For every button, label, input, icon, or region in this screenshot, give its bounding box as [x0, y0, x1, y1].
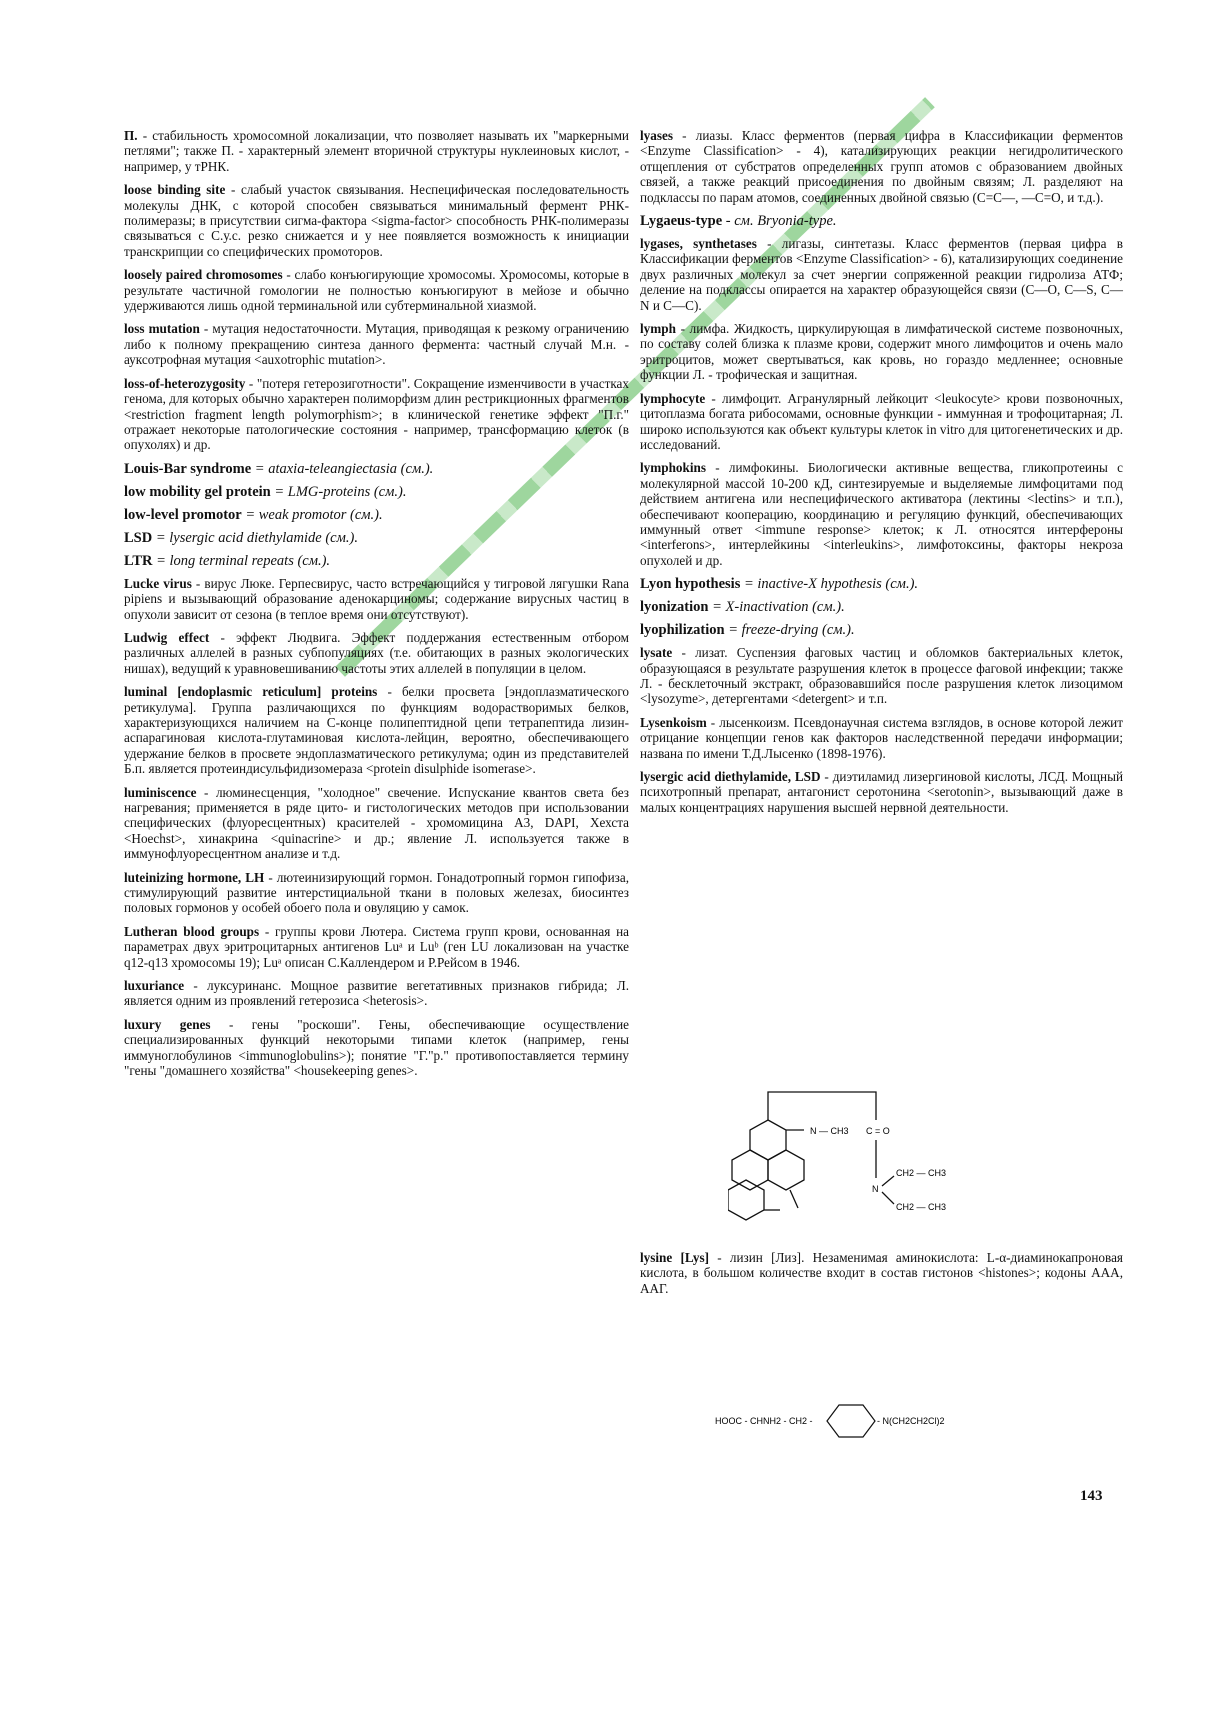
dictionary-entry — [124, 321, 629, 367]
dictionary-entry — [124, 630, 629, 676]
dictionary-entry — [124, 785, 629, 862]
entry-headword: lysate — [640, 645, 673, 661]
lsd-n-ch3: N — CH3 — [810, 1126, 849, 1136]
entry-definition: - диэтиламид лизергиновой кислоты, ЛСД. Мощный психотропный препарат, антагонист серотонина <serotonin>, вызывающий даже в малых концентрациях нарушения высшей нервной деятельности. — [640, 769, 1123, 815]
entry-headword: Lygaeus-type — [640, 213, 723, 230]
entry-headword: luminal [endoplasmic reticulum] proteins — [124, 684, 378, 700]
lysine-formula-right: - N(CH2CH2Cl)2 — [877, 1416, 945, 1426]
dictionary-entry — [640, 769, 1123, 815]
entry-headword: Ludwig effect — [124, 629, 210, 645]
dictionary-entry — [124, 267, 629, 313]
entry-headword: loss mutation — [124, 321, 200, 337]
entry-headword: lymphocyte — [640, 390, 706, 406]
entry-headword: LSD — [124, 529, 153, 546]
page-number: 143 — [1080, 1488, 1103, 1504]
entry-headword: lyophilization — [640, 622, 725, 639]
entry-headword: luteinizing hormone, LH — [124, 869, 265, 885]
entry-definition: - луксуринанс. Мощное развитие вегетативных признаков гибрида; Л. является одним из проявлений гетерозиса <heterosis>. — [124, 978, 629, 1009]
entry-headword: lyases — [640, 128, 673, 143]
entry-headword: luminiscence — [124, 784, 197, 800]
dictionary-entry — [640, 622, 1123, 639]
entry-headword: luxuriance — [124, 978, 185, 994]
dictionary-entry — [640, 645, 1123, 707]
dictionary-entry — [640, 391, 1123, 453]
lsd-structure-diagram — [728, 1078, 968, 1238]
entry-definition: - лютеинизирующий гормон. Гонадотропный гормон гипофиза, стимулирующий развитие интерстициальной ткани в половых железах, биосинтез половых гормонов у особей обоего пола и овуляцию у самок. — [124, 869, 630, 916]
dictionary-entry — [124, 924, 629, 970]
entry-definition: - "потеря гетерозиготности". Сокращение изменчивости в участках генома, для которых обычно характерен полиморфизм длин рестрикционных фрагментов <restriction fragment length polymorphism>; в клинической генетике эффект "П.г." отражает некоторые патологические состояния - например, трансформацию клеток (в опухолях) и др. — [124, 375, 629, 453]
entry-headword: Lutheran blood groups — [124, 923, 260, 939]
entry-definition: - лизат. Суспензия фаговых частиц и обломков бактериальных клеток, образующаяся в результате разрушения клеток в процессе фаговой инфекции; также Л. - бесклеточный экстракт, образовавшийся после разрушения клеток лизоцимом <lysozyme>, детергентами <detergent> и т.п. — [640, 645, 1123, 707]
dictionary-entry — [640, 321, 1123, 383]
dictionary-entry — [124, 978, 629, 1009]
entry-headword: Louis-Bar syndrome — [124, 460, 252, 477]
dictionary-entry — [124, 128, 629, 174]
entry-definition: - лысенкоизм. Псевдонаучная система взглядов, в основе которой лежит отрицание концепции генов как факторов наследственной передачи информации; названа по имени Т.Д.Лысенко (1898-1976). — [640, 714, 1123, 761]
entry-definition: - мутация недостаточности. Мутация, приводящая к резкому ограничению либо к полному прекращению синтеза данного фермента: частный случай М.н. - ауксотрофная мутация <auxotrophic mutation>. — [124, 321, 629, 368]
dictionary-entry — [124, 1017, 629, 1079]
entry-definition: = LMG-proteins (см.). — [270, 483, 407, 500]
entry-definition: = long terminal repeats (см.). — [152, 552, 331, 569]
entry-headword: lygases, synthetases — [640, 236, 757, 252]
lysine-entry — [640, 1250, 1123, 1304]
dictionary-entry — [640, 213, 1123, 230]
entry-definition: - люминесценция, "холодное" свечение. Испускание квантов света без нагревания; применяется в ряде цито- и гистологических методов при использовании специфических (флуоресцентных) красителей - хромомицина А3, DAPI, Хехста <Hoechst>, хинакрина <quinacrine> и др.; явление Л. используется также в иммунофлуоресцентном анализе и т.д. — [124, 784, 629, 862]
entry-definition: = inactive-X hypothesis (см.). — [740, 576, 919, 593]
dictionary-entry — [124, 553, 629, 570]
dictionary-entry — [640, 576, 1123, 593]
lysine-formula-diagram — [715, 1395, 975, 1445]
dictionary-entry — [124, 684, 629, 776]
entry-definition: = freeze-drying (см.). — [724, 622, 855, 639]
entry-definition: = weak promotor (см.). — [241, 506, 383, 523]
entry-headword: LTR — [124, 552, 153, 569]
dictionary-entry — [124, 484, 629, 501]
entry-headword: Lysenkoism — [640, 714, 707, 730]
entry-headword: Lyon hypothesis — [640, 576, 741, 593]
entry-headword: П. — [124, 128, 138, 143]
entry-headword: lymph — [640, 321, 676, 337]
entry-definition: = ataxia-teleangiectasia (см.). — [251, 460, 434, 477]
entry-headword: lysergic acid diethylamide, LSD — [640, 769, 821, 784]
entry-definition: - группы крови Лютера. Система групп крови, основанная на параметрах двух эритроцитарных антигенов Luᵃ и Luᵇ (ген LU локализован на участке q12-q13 хромосомы 19); Luᵃ описан С.Каллендером и Р.Рейсом в 1946. — [124, 923, 629, 970]
entry-definition: = X-inactivation (см.). — [708, 599, 845, 616]
lsd-ethyl-b: CH2 — CH3 — [896, 1202, 947, 1212]
left-column — [124, 128, 629, 1087]
entry-headword: loosely paired chromosomes — [124, 267, 283, 283]
entry-definition: - слабый участок связывания. Неспецифическая последовательность молекулы ДНК, с которой способен связываться минимальный фермент РНК-полимеразы; в присутствии сигма-фактора <sigma-factor> способность РНК-полимеразы связываться с С.у.с. резко снижается и у нее появляется возможность к инициации транскрипции со специфических промоторов. — [124, 182, 629, 259]
entry-definition: - лимфокины. Биологически активные вещества, гликопротеины с молекулярной массой 10-200 кД, синтезируемые и выделяемые лимфоцитами под действием антигена или неспецифического активатора (лектины <lectins> и т.п.), обеспечивают кооперацию, координацию и регуляцию функций, обеспечивающих иммунный ответ <immune response> клеток; к Л. относятся интерфероны <interferons>, интерлейкины <interleukins>, лимфотоксины, факторы некроза опухолей и др. — [640, 460, 1123, 568]
entry-headword: luxury genes — [124, 1016, 211, 1032]
dictionary-entry — [640, 128, 1123, 205]
dictionary-entry — [124, 507, 629, 524]
lysine-head: lysine [Lys] — [640, 1250, 710, 1265]
lysine-body: - лизин [Лиз]. Незаменимая аминокислота: L-α-диаминокапроновая кислота, в большом количестве входит в состав гистонов <histones>; кодоны ААА, ААГ. — [640, 1250, 1123, 1296]
dictionary-entry — [640, 460, 1123, 568]
dictionary-entry — [640, 236, 1123, 313]
dictionary-entry — [124, 576, 629, 622]
entry-headword: lyonization — [640, 599, 709, 616]
entry-definition: - слабо конъюгирующие хромосомы. Хромосомы, которые в результате частичной гомологии не полностью конъюгируют в мейозе и обычно удерживаются лишь одной терминальной или субтерминальной хиазмой. — [124, 267, 630, 314]
entry-definition: - лигазы, синтетазы. Класс ферментов (первая цифра в Классификации ферментов <Enzyme Classification> - 6), катализирующих соединение двух различных молекул за счет энергии сопряженной реакции гидролиза АТФ; деление на подклассы опирается на характер образующейся связи (С—О, С—S, С—N и С—С). — [640, 236, 1123, 313]
entry-headword: Lucke virus — [124, 575, 192, 591]
dictionary-entry — [124, 530, 629, 547]
dictionary-entry — [124, 461, 629, 478]
entry-definition: - лимфа. Жидкость, циркулирующая в лимфатической системе позвоночных, по составу солей близка к плазме крови, содержит много лимфоцитов и очень мало эритроцитов, может свертываться, как кровь, но гораздо медленнее; основные функции Л. - трофическая и защитная. — [640, 321, 1123, 383]
entry-definition: - вирус Люке. Герпесвирус, часто встречающийся у тигровой лягушки Rana pipiens и вызывающий образование аденокарциномы; содержание вирусных частиц в опухоли зависит от сезона (в теплое время они отсутствуют). — [124, 575, 629, 622]
entry-definition: - см. Bryonia-type. — [722, 213, 837, 230]
entry-definition: - лимфоцит. Агранулярный лейкоцит <leukocyte> крови позвоночных, цитоплазма богата рибосомами, основные функции - иммунная и трофоцитарная; Л. широко используются как объект культуры клеток in vitro для цитогенетических и др. исследований. — [640, 390, 1123, 452]
dictionary-entry — [640, 715, 1123, 761]
dictionary-entry — [640, 599, 1123, 616]
entry-headword: lymphokins — [640, 460, 706, 476]
dictionary-entry — [124, 376, 629, 453]
lsd-carbonyl: C = O — [866, 1126, 890, 1136]
dictionary-entry — [124, 182, 629, 259]
entry-definition: - стабильность хромосомной локализации, что позволяет называть их "маркерными петлями"; также П. - характерный элемент вторичной структуры нуклеиновых кислот, - например, у тРНК. — [124, 128, 629, 174]
entry-definition: - белки просвета [эндоплазматического ретикулума]. Группа различающихся по функциям водорастворимых белков, характеризующихся наличием на С-конце полипептидной цепи тетрапептида лизин-аспарагиновая кислота-глутаминовая кислота-лейцин, вероятно, обеспечивающего удержание белков в просвете эндоплазматического ретикулума; один из представителей Б.п. является протеиндисульфидизомераза <protein disulphide isomerase>. — [124, 684, 630, 777]
entry-definition: - эффект Людвига. Эффект поддержания естественным отбором различных аллелей в разных субпопуляциях (т.е. обитающих в разных экологических нишах), ведущий к уравновешиванию частоты этих аллелей в популяции в целом. — [124, 629, 629, 676]
entry-headword: loose binding site — [124, 182, 226, 198]
entry-definition: = lysergic acid diethylamide (см.). — [152, 529, 358, 546]
entry-headword: loss-of-heterozygosity — [124, 375, 246, 391]
lsd-ethyl-a: CH2 — CH3 — [896, 1168, 947, 1178]
entry-definition: - гены "роскоши". Гены, обеспечивающие осуществление специализированных функций некоторыми типами клеток (например, гены иммуноглобулинов <immunoglobulins>); понятие "Г."р." противопоставляется термину "гены "домашнего хозяйства" <housekeeping genes>. — [124, 1016, 630, 1079]
entry-headword: low-level promotor — [124, 506, 242, 523]
right-column — [640, 128, 1123, 823]
lsd-amide-n: N — [872, 1184, 879, 1194]
entry-headword: low mobility gel protein — [124, 483, 271, 500]
entry-definition: - лиазы. Класс ферментов (первая цифра в Классификации ферментов <Enzyme Classification> - 4), катализирующих реакции негидролитического отщепления от субстратов определенных групп атомов с образованием двойных связей, а также реакций присоединения по двойным связям; Л. разделяют на подклассы по парам атомов, соединенных двойной связью (С=С—, —С=О, и т.д.). — [640, 128, 1123, 205]
lysine-formula-left: HOOC - CHNH2 - CH2 - — [715, 1416, 813, 1426]
dictionary-entry — [124, 870, 629, 916]
